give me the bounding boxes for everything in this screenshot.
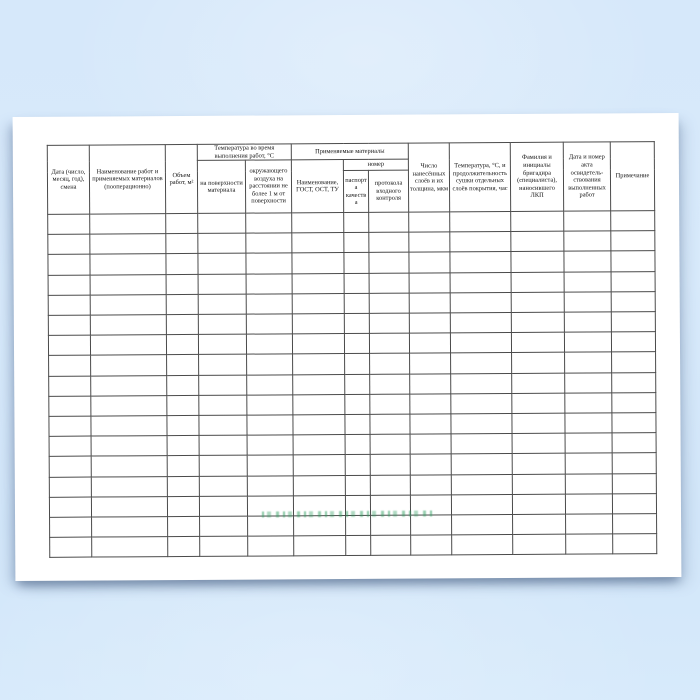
table-cell: [409, 232, 450, 252]
document-sheet: [13, 113, 682, 581]
table-cell: [565, 494, 612, 514]
table-cell: [612, 433, 656, 453]
table-cell: [512, 393, 565, 414]
col-header-passport: паспорта качества: [343, 170, 368, 212]
table-cell: [198, 294, 246, 314]
table-cell: [200, 536, 248, 556]
table-cell: [370, 434, 410, 454]
table-cell: [611, 332, 655, 352]
table-cell: [371, 535, 411, 555]
col-header-materials-name: Наименование, ГОСТ, ОСТ, ТУ: [291, 160, 343, 213]
col-header-foreman: Фамилия и инициалы бригадира (специалиста), наносившего ЛКП: [510, 142, 563, 211]
table-cell: [167, 456, 199, 476]
table-cell: [344, 212, 369, 232]
col-header-temp-air: окружающего воздуха на расстоянии не более 1 м от поверхности: [245, 160, 291, 213]
table-cell: [246, 314, 292, 334]
table-cell: [166, 214, 198, 234]
table-cell: [248, 536, 294, 556]
table-cell: [293, 435, 345, 456]
table-cell: [92, 517, 168, 538]
table-cell: [411, 515, 452, 535]
table-cell: [511, 211, 564, 232]
table-cell: [247, 415, 293, 435]
table-cell: [451, 494, 512, 515]
table-cell: [451, 474, 512, 495]
table-cell: [564, 251, 611, 271]
col-header-temp-surface: на поверхности материала: [197, 160, 245, 213]
table-cell: [409, 252, 450, 272]
table-cell: [564, 231, 611, 251]
table-cell: [49, 355, 91, 375]
table-cell: [247, 374, 293, 394]
table-cell: [294, 536, 346, 557]
table-cell: [450, 232, 511, 253]
table-cell: [450, 292, 511, 313]
table-cell: [566, 534, 613, 554]
table-cell: [247, 455, 293, 475]
table-cell: [199, 355, 247, 375]
table-cell: [247, 395, 293, 415]
table-cell: [612, 493, 656, 513]
table-cell: [90, 234, 166, 255]
table-cell: [91, 375, 167, 396]
table-cell: [565, 453, 612, 473]
table-cell: [370, 414, 410, 434]
table-cell: [512, 474, 565, 495]
table-cell: [48, 275, 90, 295]
table-cell: [49, 477, 91, 497]
group-header-number: номер: [343, 159, 408, 170]
table-cell: [612, 392, 656, 412]
table-cell: [565, 393, 612, 413]
table-cell: [293, 374, 345, 395]
table-cell: [91, 456, 167, 477]
table-cell: [451, 413, 512, 434]
table-cell: [167, 395, 199, 415]
table-cell: [246, 334, 292, 354]
table-cell: [346, 535, 371, 555]
col-header-protocol: протокола входного контроля: [368, 170, 408, 212]
table-cell: [48, 335, 90, 355]
col-header-layers: Число нанесённых слоёв и их толщина, мкм: [408, 143, 449, 212]
table-cell: [246, 253, 292, 273]
table-cell: [292, 314, 344, 335]
table-cell: [199, 455, 247, 475]
table-cell: [49, 497, 91, 517]
table-cell: [198, 274, 246, 294]
table-cell: [50, 517, 92, 537]
table-cell: [294, 515, 346, 536]
table-cell: [248, 516, 294, 536]
table-cell: [49, 456, 91, 476]
table-cell: [292, 213, 344, 234]
table-cell: [49, 416, 91, 436]
table-cell: [565, 372, 612, 392]
col-header-date: Дата (число, месяц, год), смена: [47, 145, 89, 214]
group-header-temperature: Температура во время выполнения работ, °С: [197, 144, 291, 161]
col-header-act: Дата и номер акта освидетель- ствования выполненных работ: [563, 142, 610, 211]
table-cell: [90, 294, 166, 315]
table-cell: [612, 473, 656, 493]
table-cell: [292, 334, 344, 355]
table-cell: [565, 473, 612, 493]
table-cell: [513, 514, 566, 535]
group-header-materials: Применяемые материалы: [291, 143, 408, 160]
table-cell: [612, 372, 656, 392]
table-cell: [565, 433, 612, 453]
table-cell: [246, 294, 292, 314]
table-cell: [344, 293, 369, 313]
table-cell: [247, 435, 293, 455]
table-cell: [409, 293, 450, 313]
table-cell: [611, 211, 655, 231]
table-cell: [91, 476, 167, 497]
table-cell: [451, 353, 512, 374]
col-header-volume: Объем работ, м²: [165, 144, 197, 213]
table-cell: [369, 333, 409, 353]
table-cell: [292, 233, 344, 254]
table-cell: [511, 292, 564, 313]
table-cell: [451, 393, 512, 414]
table-cell: [90, 274, 166, 295]
table-cell: [292, 253, 344, 274]
table-cell: [411, 535, 452, 555]
table-cell: [345, 374, 370, 394]
table-cell: [410, 474, 451, 494]
table-cell: [409, 333, 450, 353]
table-cell: [293, 394, 345, 415]
table-cell: [344, 253, 369, 273]
table-cell: [370, 454, 410, 474]
table-cell: [564, 272, 611, 292]
table-cell: [90, 254, 166, 275]
table-cell: [369, 313, 409, 333]
table-cell: [369, 232, 409, 252]
table-cell: [511, 272, 564, 293]
table-cell: [166, 234, 198, 254]
table-cell: [167, 355, 199, 375]
table-cell: [168, 516, 200, 536]
table-cell: [199, 415, 247, 435]
table-cell: [345, 435, 370, 455]
table-cell: [512, 494, 565, 515]
table-cell: [48, 295, 90, 315]
table-cell: [452, 514, 513, 535]
table-cell: [91, 436, 167, 457]
table-cell: [246, 213, 292, 233]
table-cell: [90, 214, 166, 235]
table-cell: [198, 233, 246, 253]
table-cell: [168, 536, 200, 556]
table-cell: [167, 476, 199, 496]
table-body: [48, 211, 657, 558]
watermark: [262, 510, 434, 517]
table-cell: [344, 313, 369, 333]
table-cell: [345, 394, 370, 414]
table-cell: [512, 433, 565, 454]
table-cell: [345, 354, 370, 374]
table-cell: [198, 213, 246, 233]
table-cell: [611, 231, 655, 251]
table-cell: [452, 535, 513, 556]
table-cell: [409, 273, 450, 293]
col-header-work-name: Наименование работ и применяемых материалов (пооперационно): [89, 145, 165, 215]
table-cell: [512, 353, 565, 374]
table-cell: [292, 293, 344, 314]
table-cell: [49, 376, 91, 396]
table-cell: [369, 253, 409, 273]
table-cell: [199, 395, 247, 415]
table-cell: [91, 496, 167, 517]
table-cell: [370, 394, 410, 414]
table-cell: [167, 415, 199, 435]
table-cell: [344, 233, 369, 253]
table-cell: [612, 453, 656, 473]
table-cell: [611, 271, 655, 291]
table-cell: [166, 254, 198, 274]
table-cell: [369, 273, 409, 293]
table-cell: [49, 436, 91, 456]
table-cell: [166, 294, 198, 314]
table-cell: [345, 475, 370, 495]
table-cell: [166, 274, 198, 294]
table-cell: [198, 334, 246, 354]
table-cell: [370, 374, 410, 394]
table-cell: [410, 434, 451, 454]
table-cell: [91, 355, 167, 376]
table-cell: [511, 312, 564, 333]
table-cell: [346, 515, 371, 535]
table-cell: [199, 375, 247, 395]
table-cell: [199, 435, 247, 455]
table-cell: [90, 335, 166, 356]
table-cell: [564, 332, 611, 352]
table-cell: [451, 373, 512, 394]
table-cell: [200, 516, 248, 536]
table-cell: [450, 272, 511, 293]
table-cell: [293, 414, 345, 435]
table-cell: [612, 352, 656, 372]
table-cell: [369, 212, 409, 232]
table-cell: [410, 394, 451, 414]
table-cell: [167, 496, 199, 516]
table-cell: [565, 413, 612, 433]
table-cell: [371, 515, 411, 535]
table-cell: [612, 413, 656, 433]
table-cell: [511, 332, 564, 353]
table-cell: [564, 211, 611, 231]
table-cell: [345, 414, 370, 434]
table-cell: [166, 314, 198, 334]
table-cell: [370, 354, 410, 374]
table-cell: [246, 233, 292, 253]
table-cell: [451, 454, 512, 475]
table-cell: [166, 335, 198, 355]
table-cell: [450, 333, 511, 354]
table-cell: [611, 312, 655, 332]
table-cell: [198, 314, 246, 334]
table-cell: [48, 234, 90, 254]
table-cell: [512, 454, 565, 475]
table-cell: [344, 334, 369, 354]
table-cell: [450, 252, 511, 273]
table-cell: [611, 251, 655, 271]
table-cell: [198, 254, 246, 274]
table-cell: [410, 414, 451, 434]
table-cell: [409, 212, 450, 232]
table-cell: [90, 315, 166, 336]
table-cell: [247, 475, 293, 495]
table-cell: [48, 214, 90, 234]
table-cell: [344, 273, 369, 293]
table-cell: [91, 416, 167, 437]
table-cell: [410, 353, 451, 373]
table-header: [47, 142, 654, 215]
col-header-note: Примечание: [610, 142, 654, 211]
table-cell: [613, 534, 657, 554]
col-header-drying: Температура, °С, и продолжительность сушки отдельных слоёв покрытия, час: [449, 142, 510, 211]
table-cell: [511, 231, 564, 252]
table-cell: [92, 537, 168, 558]
table-cell: [565, 352, 612, 372]
table-cell: [451, 434, 512, 455]
table-cell: [369, 293, 409, 313]
table-cell: [511, 252, 564, 273]
table-cell: [247, 354, 293, 374]
table-cell: [564, 312, 611, 332]
table-cell: [167, 375, 199, 395]
table-cell: [450, 212, 511, 233]
table-cell: [512, 413, 565, 434]
table-cell: [370, 475, 410, 495]
table-cell: [199, 496, 247, 516]
table-cell: [167, 436, 199, 456]
table-cell: [410, 454, 451, 474]
table-cell: [613, 514, 657, 534]
table-cell: [48, 315, 90, 335]
table-cell: [566, 514, 613, 534]
table-cell: [512, 373, 565, 394]
table-cell: [91, 395, 167, 416]
table-cell: [293, 354, 345, 375]
table-cell: [611, 291, 655, 311]
table-cell: [50, 537, 92, 557]
table-cell: [293, 475, 345, 496]
table-cell: [293, 455, 345, 476]
table-cell: [409, 313, 450, 333]
table-cell: [49, 396, 91, 416]
table-cell: [345, 455, 370, 475]
work-log-table: [47, 141, 658, 558]
table-cell: [292, 273, 344, 294]
table-cell: [199, 476, 247, 496]
table-cell: [564, 292, 611, 312]
table-cell: [410, 373, 451, 393]
table-cell: [513, 534, 566, 555]
table-cell: [450, 313, 511, 334]
table-row: [50, 534, 657, 558]
table-cell: [246, 273, 292, 293]
table-cell: [48, 255, 90, 275]
